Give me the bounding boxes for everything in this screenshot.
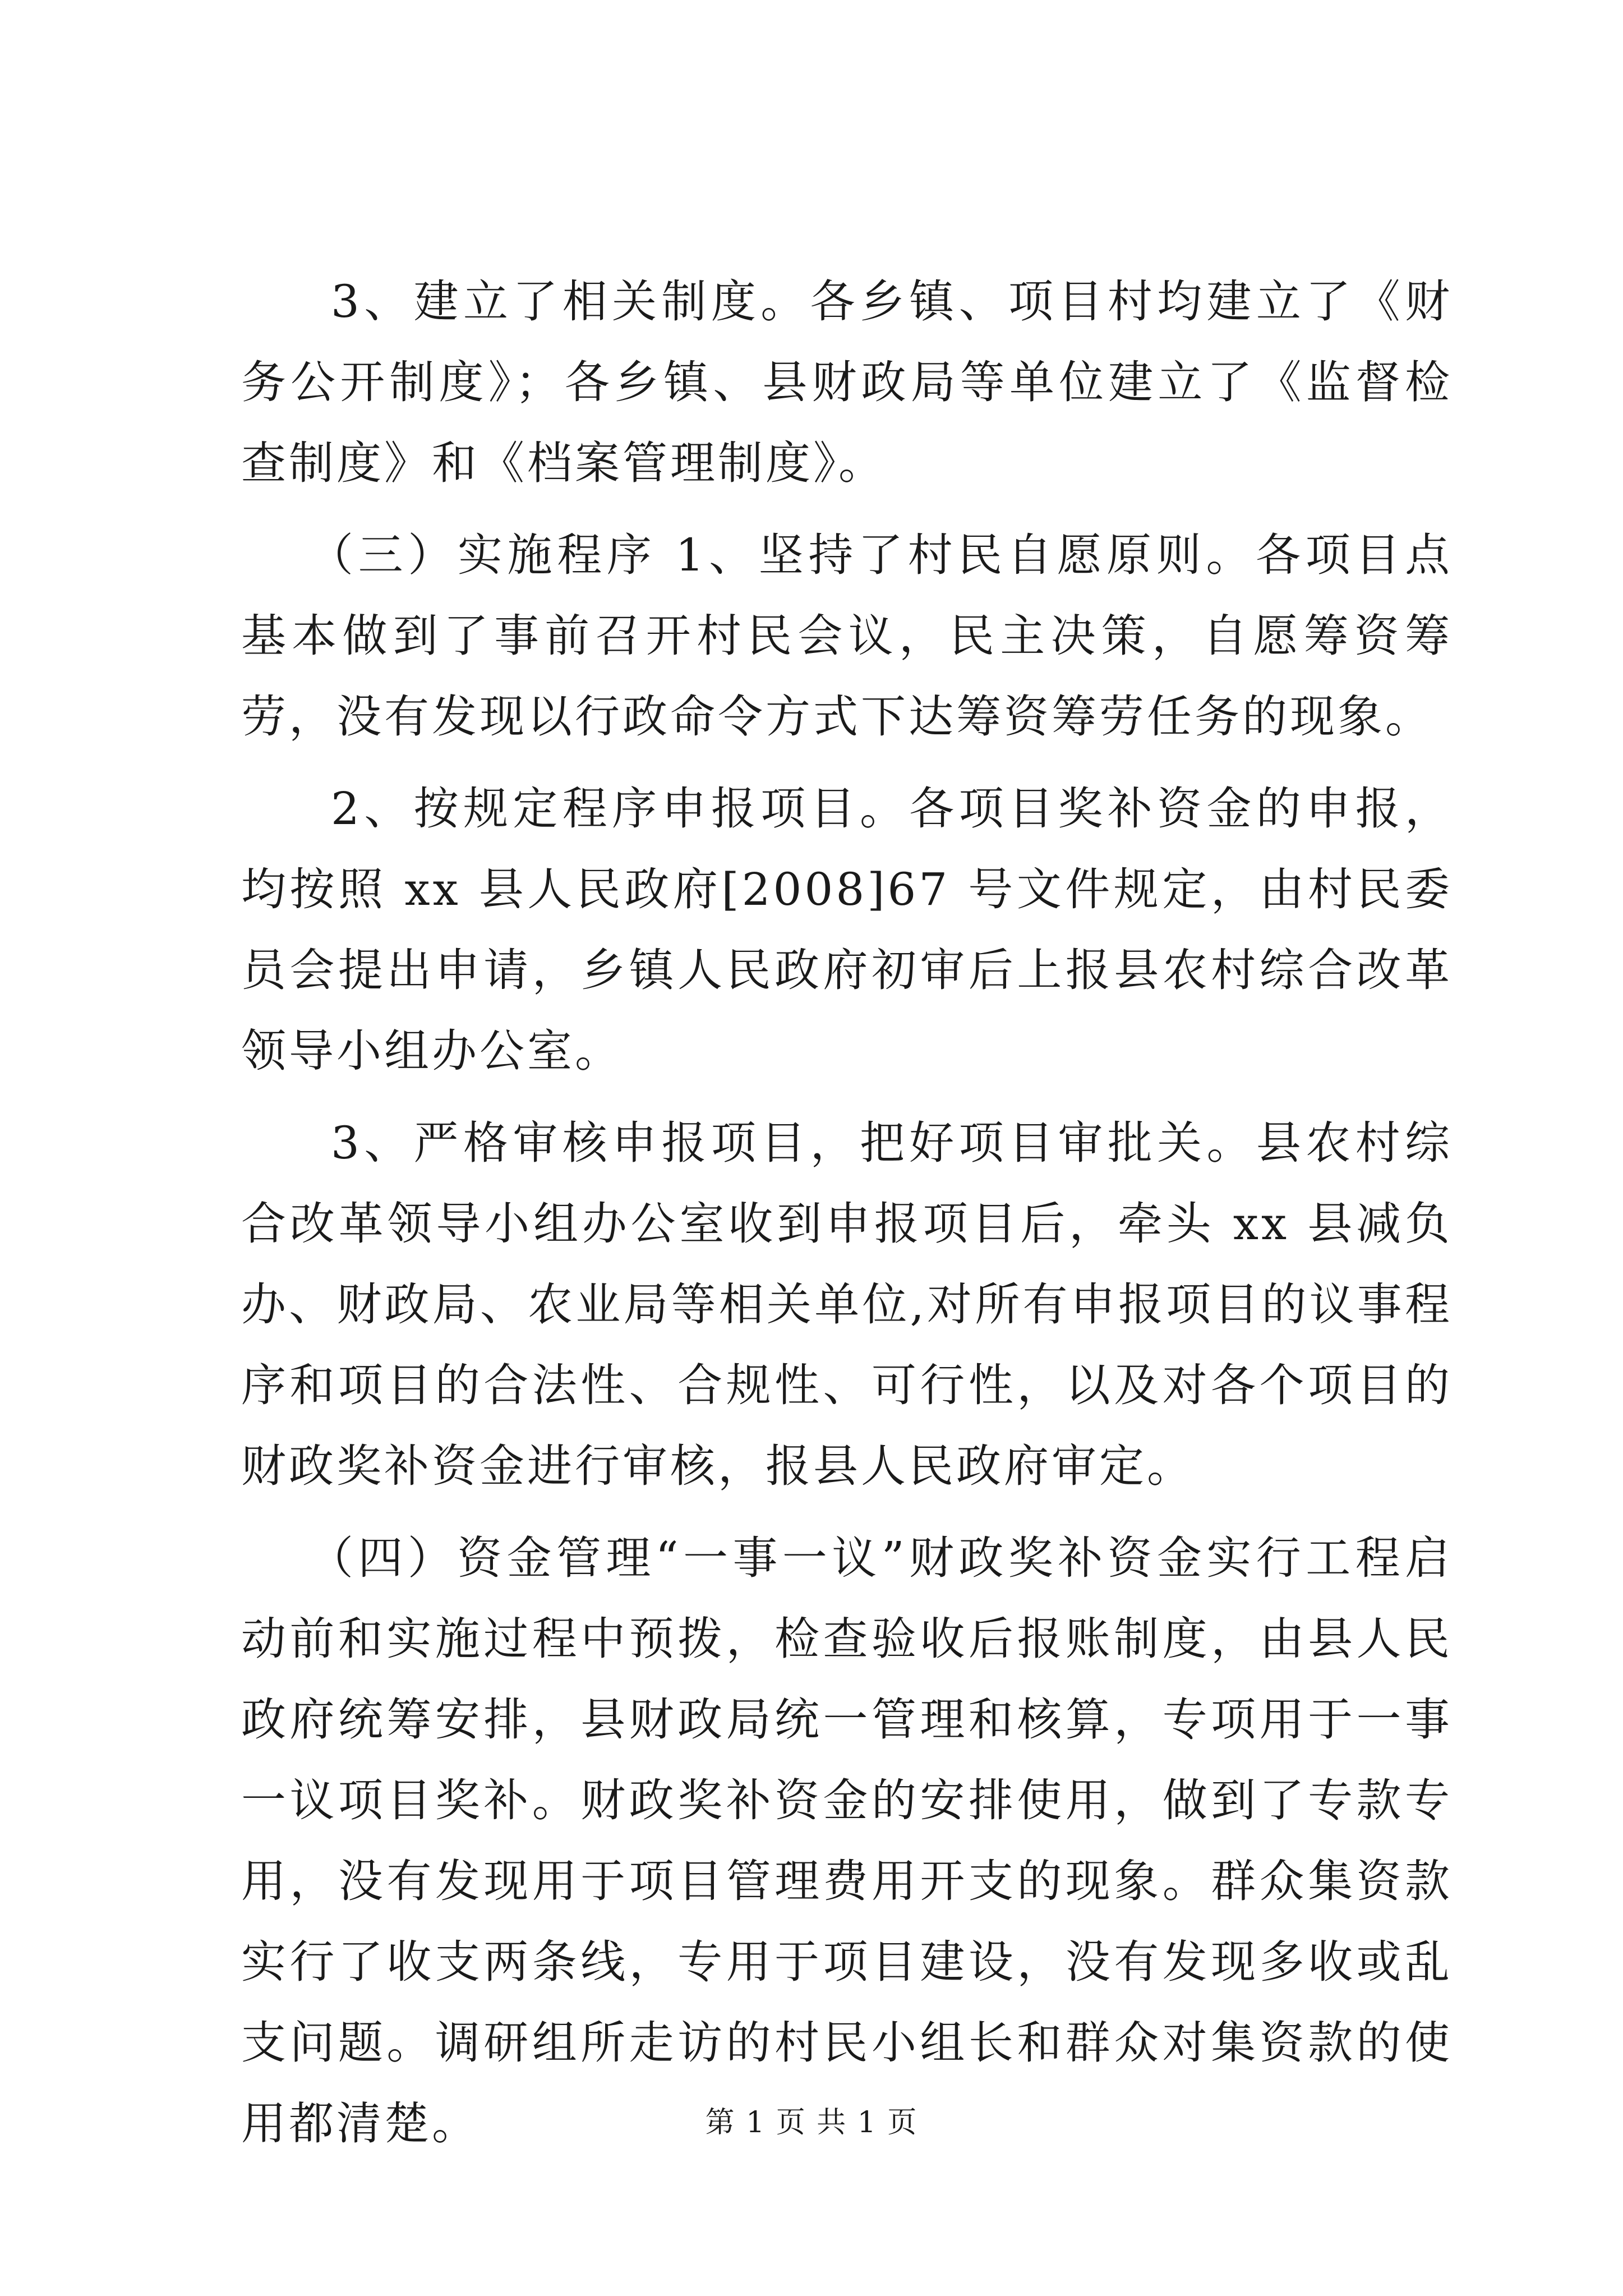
document-body xyxy=(241,261,1453,2164)
page-footer: 第 1 页 共 1 页 xyxy=(705,2106,918,2139)
paragraph-project-review: 3、严格审核申报项目，把好项目审批关。县农村综合改革领导小组办公室收到申报项目后，牵头 xx 县减负办、财政局、农业局等相关单位,对所有申报项目的议事程序和项目的合法性、合规性、可行性，以及对各个项目的财政奖补资金进行审核，报县人民政府审定。 xyxy=(241,1117,1453,1492)
paragraph-implementation-procedure: （三）实施程序 1、坚持了村民自愿原则。各项目点基本做到了事前召开村民会议，民主决策，自愿筹资筹劳，没有发现以行政命令方式下达筹资筹劳任务的现象。 xyxy=(241,529,1453,743)
paragraph-regulations: 3、建立了相关制度。各乡镇、项目村均建立了《财务公开制度》；各乡镇、县财政局等单位建立了《监督检查制度》和《档案管理制度》。 xyxy=(241,275,1453,489)
paragraph-project-application: 2、按规定程序申报项目。各项目奖补资金的申报，均按照 xx 县人民政府[2008]67 号文件规定，由村民委员会提出申请，乡镇人民政府初审后上报县农村综合改革领导小组办公室。 xyxy=(241,783,1453,1077)
paragraph-fund-management: （四）资金管理“一事一议”财政奖补资金实行工程启动前和实施过程中预拨，检查验收后报账制度，由县人民政府统筹安排，县财政局统一管理和核算，专项用于一事一议项目奖补。财政奖补资金的安排使用，做到了专款专用，没有发现用于项目管理费用开支的现象。群众集资款实行了收支两条线，专用于项目建设，没有发现多收或乱支问题。调研组所走访的村民小组长和群众对集资款的使用都清楚。 xyxy=(241,1532,1453,2150)
